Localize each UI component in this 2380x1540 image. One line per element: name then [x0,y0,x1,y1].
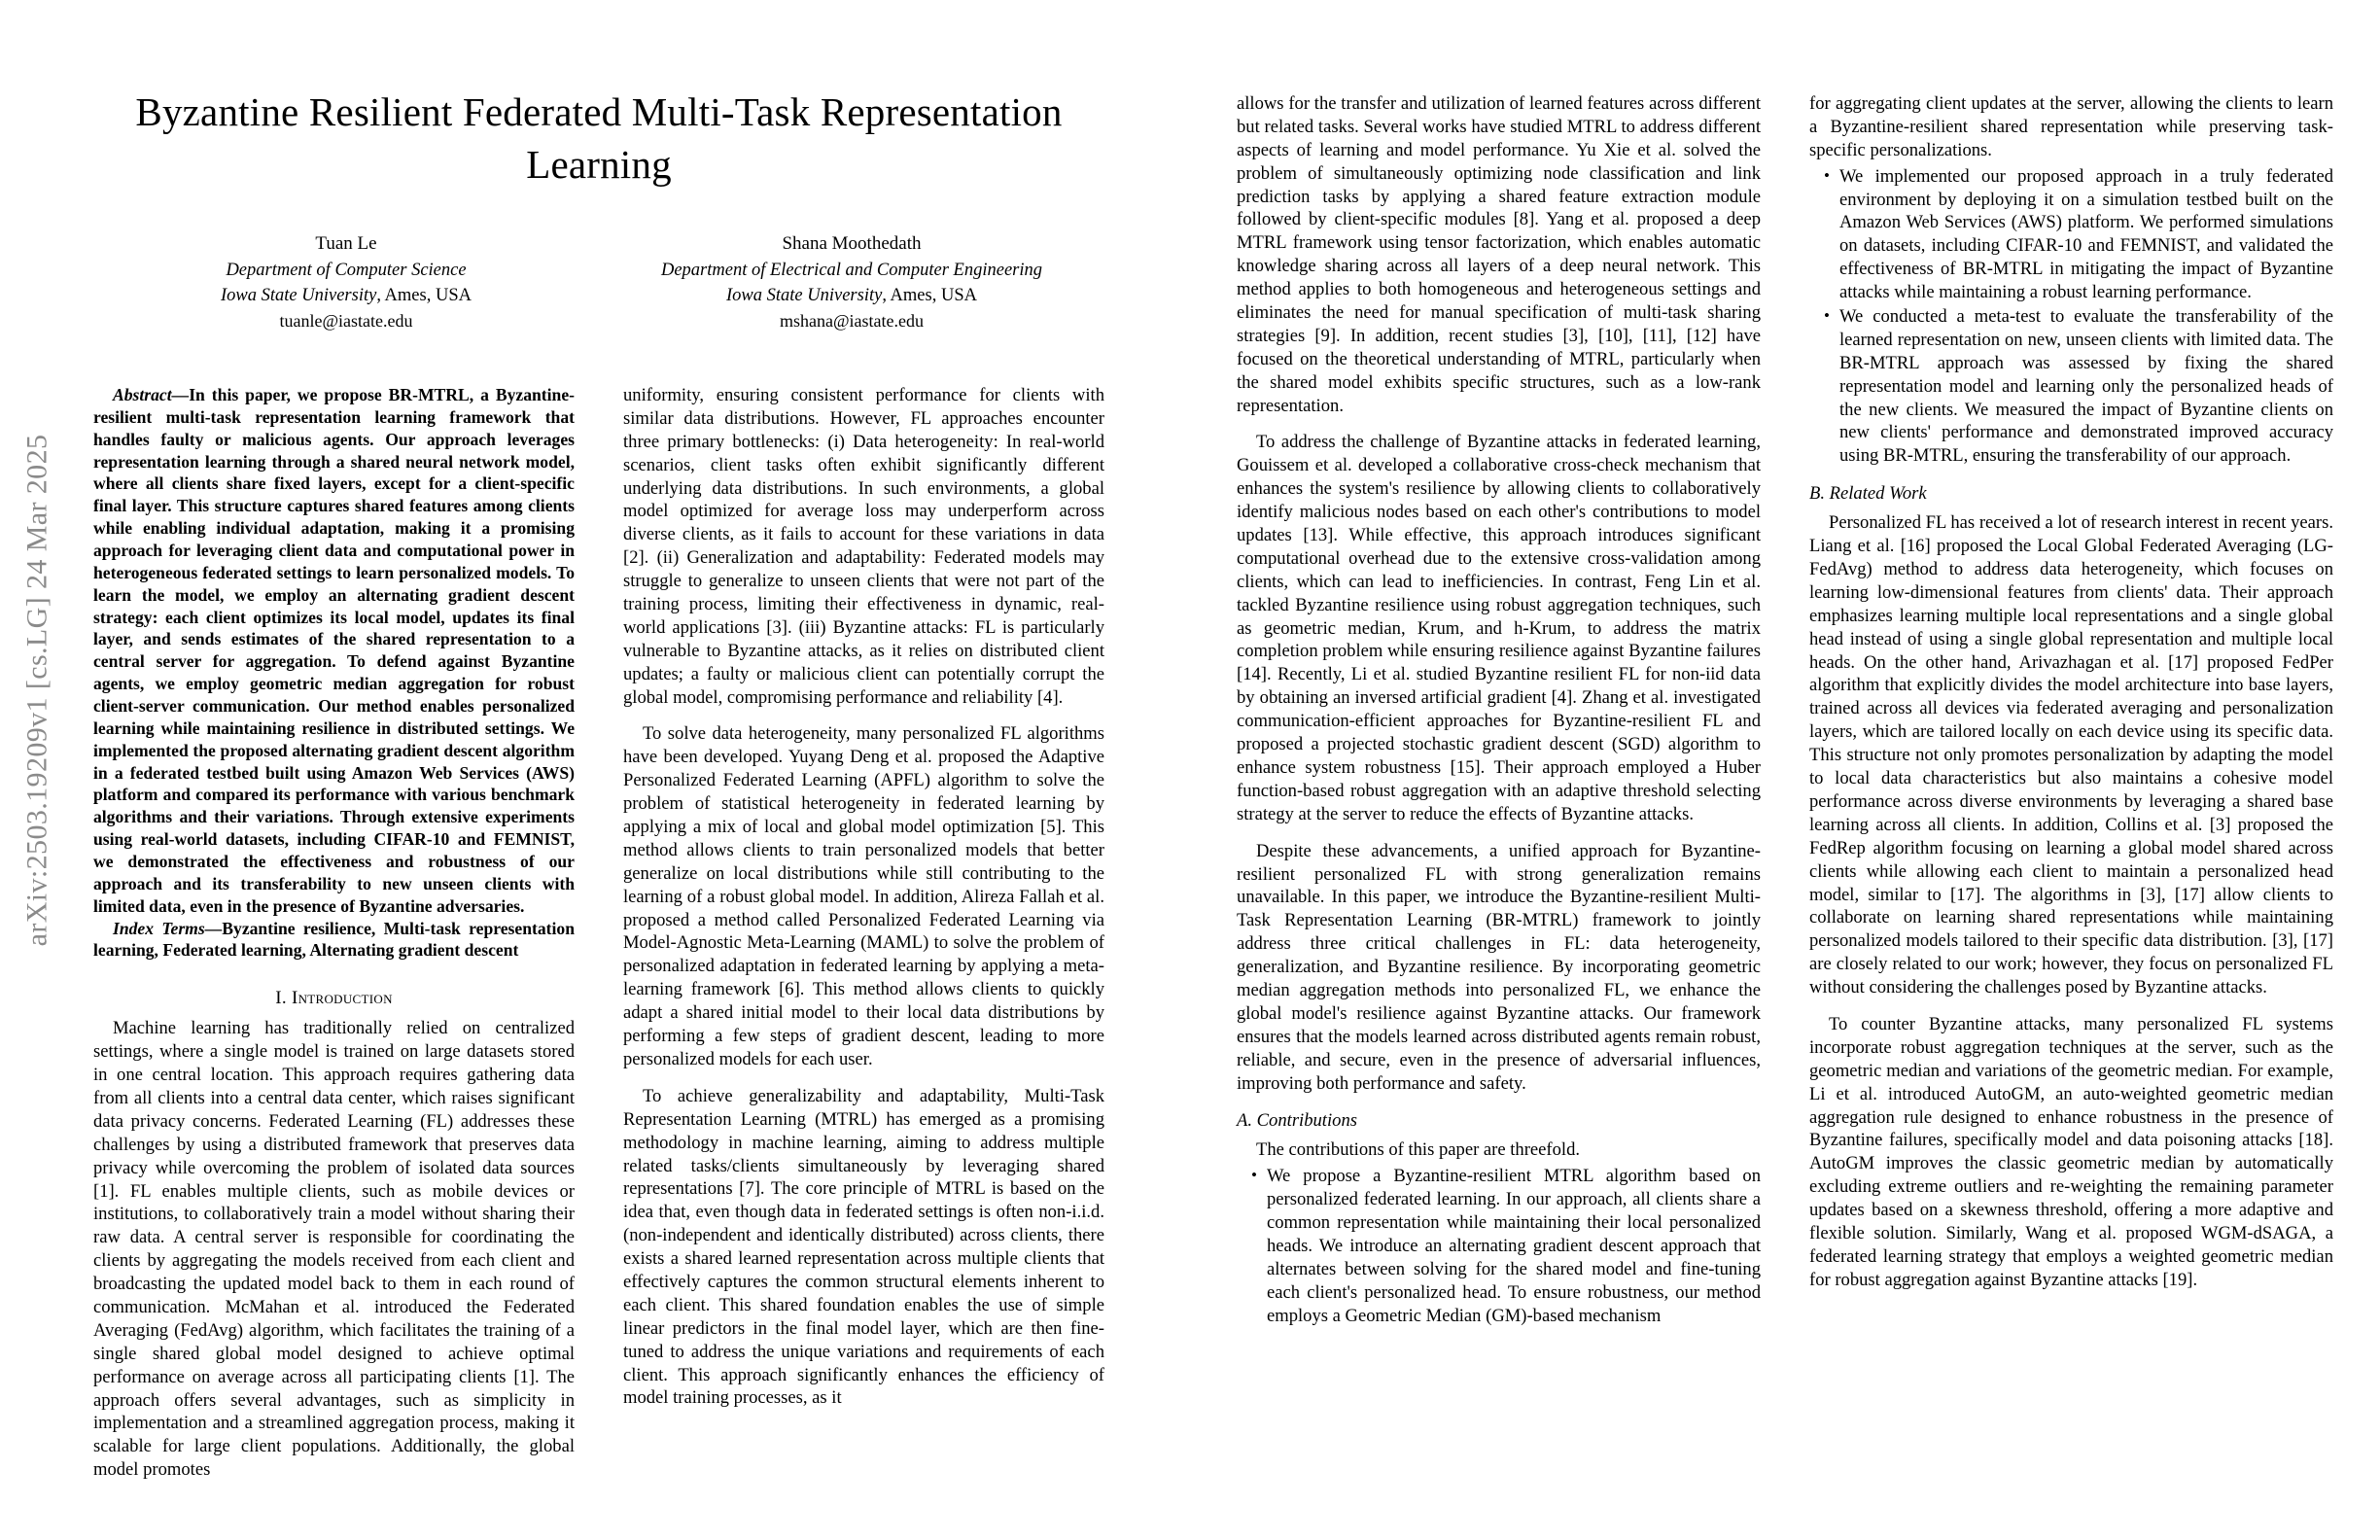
author-university: Iowa State University [726,286,883,306]
page-title: Byzantine Resilient Federated Multi-Task Representation Learning [135,89,1063,188]
title-block [93,86,1104,191]
index-terms-label: Index Terms— [113,918,223,938]
column-4 [1809,92,2333,1410]
section-heading-introduction: I. Introduction [275,988,393,1009]
author-name: Tuan Le [315,233,377,254]
page-1-columns [93,384,1104,1481]
author-location: , Ames, USA [376,286,472,306]
page-2 [1190,0,2380,1540]
arxiv-stamp [18,233,56,1147]
author-university: Iowa State University [221,286,377,306]
subsection-heading-related-work: B. Related Work [1809,483,1927,505]
column-3 [1237,92,1761,1410]
contributions-intro: The contributions of this paper are threefold. [1256,1139,1581,1161]
author-name: Shana Moothedath [782,233,922,254]
author-location: , Ames, USA [882,286,977,306]
author-email[interactable]: tuanle@iastate.edu [279,310,413,331]
abstract-paragraph [93,384,575,918]
body-paragraph: uniformity, ensuring consistent performance for clients with similar data distributions. However, FL approaches encounter three primary bottlenecks: (i) Data heterogeneity: In real-world scenarios, client tasks often exhibit significantly different underlying data distributions. In such environments, a global model optimized for average loss may underperform across diverse clients, as it fails to account for these variations in data [2]. (ii) Generalization and adaptability: Federated models may struggle to generalize to unseen clients that were not part of the training process, limiting their effectiveness in dynamic, real-world applications [3]. (iii) Byzantine attacks: FL is particularly vulnerable to Byzantine attacks, as it relies on distributed client updates; a faulty or malicious client can potentially corrupt the global model, compromising performance and reliability [4]. [623,385,1104,708]
body-paragraph: Machine learning has traditionally relied on centralized settings, where a single model is trained on large datasets stored in one central location. This approach requires gathering data from all clients into a central data center, which raises significant data privacy concerns. Federated Learning (FL) addresses these challenges by using a distributed framework that preserves data privacy while overcoming the problem of isolated data sources [1]. FL enables multiple clients, such as mobile devices or institutions, to collaboratively train a model without sharing their raw data. A central server is responsible for coordinating the clients by aggregating the models received from each client and broadcasting the updated model back to them in each round of communication. McMahan et al. introduced the Federated Averaging (FedAvg) algorithm, which facilitates the training of a single shared global model designed to achieve optimal performance on average across all participating clients [1]. The approach offers several advantages, such as simplicity in implementation and a streamlined aggregation process, making it scalable for large client populations. Additionally, the global model promotes [93,1018,575,1481]
contributions-list-rest [1809,165,2333,469]
arxiv-stamp-text: arXiv:2503.19209v1 [cs.LG] 24 Mar 2025 [20,434,53,947]
body-paragraph: Despite these advancements, a unified approach for Byzantine-resilient personalized FL with strong generalization remains unavailable. In this paper, we introduce the Byzantine-resilient Multi-Task Representation Learning (BR-MTRL) framework to jointly address three critical challenges in FL: data heterogeneity, generalization, and Byzantine resilience. By incorporating geometric median aggregation methods into personalized FL, we enhance the global model's resilience against Byzantine attacks. Our framework ensures that the models learned across distributed agents remain robust, reliable, and secure, even in the presence of adversarial influences, improving both performance and safety. [1237,840,1761,1094]
list-item: • We conducted a meta-test to evaluate the transferability of the learned representation on new, unseen clients with limited data. The BR-MTRL approach was assessed by fixing the shared representation model and learning only the personalized heads of the new clients. We measured the impact of Byzantine clients on new clients' performance and demonstrated improved accuracy using BR-MTRL, ensuring the transferability of our approach. [1839,305,2333,468]
body-paragraph: To address the challenge of Byzantine attacks in federated learning, Gouissem et al. developed a collaborative cross-check mechanism that enhances the system's resilience by allowing clients to collaboratively identify malicious nodes based on each other's contributions to model updates [13]. While effective, this approach introduces significant computational overhead due to the extensive cross-validation among clients, which can lead to inefficiencies. In contrast, Feng Lin et al. tackled Byzantine resilience using robust aggregation techniques, such as geometric median, Krum, and h-Krum, to address the matrix completion problem while ensuring resilience against Byzantine failures [14]. Recently, Li et al. studied Byzantine resilient FL for non-iid data by obtaining an inversed artificial gradient [4]. Zhang et al. investigated communication-efficient approaches for Byzantine-resilient FL and proposed a projected stochastic gradient descent (SGD) algorithm to enhance system robustness [15]. Their approach employed a Huber function-based robust aggregation with an adaptive threshold selecting strategy at the server to reduce the effects of Byzantine attacks. [1237,432,1761,824]
body-paragraph: To solve data heterogeneity, many personalized FL algorithms have been developed. Yuyang Deng et al. proposed the Adaptive Personalized Federated Learning (APFL) algorithm to solve the problem of statistical heterogeneity in federated learning by applying a mix of local and global model optimization [5]. This method allows clients to train personalized models that better generalize on local distributions while still contributing to the learning of a robust global model. In addition, Alireza Fallah et al. proposed a method called Personalized Federated Learning via Model-Agnostic Meta-Learning (MAML) to solve the problem of personalized adaptation in federated learning by applying a meta-learning framework [6]. This method allows clients to quickly adapt a shared initial model to their local data distributions by performing a few steps of gradient descent, leading to more personalized models for each user. [623,723,1104,1069]
author-block-1 [93,231,599,333]
author-department: Department of Computer Science [226,260,467,280]
author-email[interactable]: mshana@iastate.edu [779,310,925,331]
column-2 [623,384,1104,1463]
body-paragraph: allows for the transfer and utilization of learned features across different but related tasks. Several works have studied MTRL to address different aspects of learning and model performance. Yu Xie et al. solved the problem of simultaneously optimizing node classification and link prediction tasks by applying a shared feature extraction module followed by client-specific modules [8]. Yang et al. proposed a deep MTRL framework using tensor factorization, which enables automatic knowledge sharing across all layers of a deep neural network. This method applies to both homogeneous and heterogeneous settings and eliminates the need for manual specification of multi-task sharing strategies [9]. In addition, recent studies [3], [10], [11], [12] have focused on the theoretical understanding of MTRL, particularly when the shared model exhibits specific structures, such as a low-rank representation. [1237,93,1761,416]
subsection-heading-contributions: A. Contributions [1237,1110,1357,1132]
column-1 [93,384,575,1481]
bullet-continuation-text: for aggregating client updates at the server, allowing the clients to learn a Byzantine-resilient shared representation while preserving task-specific personalizations. [1809,93,2333,160]
index-terms-text: Byzantine resilience, Multi-task representation learning, Federated learning, Alternating gradient descent [93,918,575,961]
author-block-2 [599,231,1104,333]
author-list [93,231,1104,333]
contributions-list [1237,1165,1761,1327]
author-department: Department of Electrical and Computer Engineering [660,260,1043,280]
body-paragraph: To achieve generalizability and adaptability, Multi-Task Representation Learning (MTRL) has emerged as a promising methodology in machine learning, aiming to address multiple related tasks/clients simultaneously by leveraging shared representations [7]. The core principle of MTRL is based on the idea that, even though data in federated settings is often non-i.i.d. (non-independent and identically distributed) across clients, there exists a shared learned representation across multiple clients that effectively captures the common structural elements inherent to each client. This shared foundation enables the use of simple linear predictors in the final model layer, which are then fine-tuned to address the unique variations and requirements of each client. This approach significantly enhances the efficiency of model training processes, as it [623,1085,1104,1409]
page-2-columns [1237,92,2333,1410]
list-item: • We implemented our proposed approach in a truly federated environment by deploying it on a simulation testbed built on the Amazon Web Services (AWS) platform. We performed simulations on datasets, including CIFAR-10 and FEMNIST, and validated the effectiveness of BR-MTRL in mitigating the impact of Byzantine attacks while maintaining a robust learning performance. [1839,165,2333,304]
author-affiliation [93,283,599,308]
abstract-text: In this paper, we propose BR-MTRL, a Byzantine-resilient multi-task representation learning framework that handles faulty or malicious agents. Our approach leverages representation learning through a shared neural network model, where all clients share fixed layers, except for a client-specific final layer. This structure captures shared features among clients while enabling individual adaptation, making it a promising approach for leveraging client data and computational power in heterogeneous federated settings to learn personalized models. To learn the model, we employ an alternating gradient descent strategy: each client optimizes its local model, updates its final layer, and sends estimates of the shared representation to a central server for aggregation. To defend against Byzantine agents, we employ geometric median aggregation for robust client-server communication. Our method enables personalized learning while maintaining resilience in distributed settings. We implemented the proposed alternating gradient descent algorithm in a federated testbed built using Amazon Web Services (AWS) platform and compared its performance with various benchmark algorithms and their variations. Through extensive experiments using real-world datasets, including CIFAR-10 and FEMNIST, we demonstrated the effectiveness and robustness of our approach and its transferability to new unseen clients with limited data, even in the presence of Byzantine adversaries. [93,385,575,916]
author-affiliation [599,283,1104,308]
body-paragraph: Personalized FL has received a lot of research interest in recent years. Liang et al. [16] proposed the Local Global Federated Averaging (LG-FedAvg) method to address data heterogeneity, which focuses on learning low-dimensional features from clients' data. Their approach emphasizes learning multiple local representations and a single global head instead of using a single global representation and multiple local heads. On the other hand, Arivazhagan et al. [17] proposed FedPer algorithm that explicitly divides the model architecture into base layers, trained across all devices via federated averaging and personalization layers, which are tailored locally on each device using its specific data. This structure not only promotes personalization by adapting the model to local data characteristics but also maintains a cohesive model performance across diverse environments by leveraging a shared base learning across all clients. In addition, Collins et al. [3] proposed the FedRep algorithm focusing on learning a global model shared across clients while allowing each client to maintain a personalized head model, similar to [17]. The algorithms in [3], [17] allow clients to collaborate on learning shared representations while maintaining personalized models tailored to their specific data distribution. [3], [17] are closely related to our work; however, they focus on personalized FL without considering the challenges posed by Byzantine attacks. [1809,512,2333,998]
index-terms-paragraph [93,918,575,962]
list-item: • We propose a Byzantine-resilient MTRL algorithm based on personalized federated learning. In our approach, all clients share a common representation while maintaining their local personalized heads. We introduce an alternating gradient descent approach that alternates between solving for the shared model and fine-tuning each client's personalized head. To ensure robustness, our method employs a Geometric Median (GM)-based mechanism [1267,1165,1761,1327]
body-paragraph: To counter Byzantine attacks, many personalized FL systems incorporate robust aggregation techniques at the server, such as the geometric median and variations of the geometric median. For example, Li et al. introduced AutoGM, an auto-weighted geometric median aggregation rule designed to enhance robustness in the presence of Byzantine failures, specifically model and data poisoning attacks [18]. AutoGM improves the classic geometric median by automatically excluding extreme outliers and re-weighting the remaining parameter updates based on a skewness threshold, offering a more adaptive and flexible solution. Similarly, Wang et al. proposed WGM-dSAGA, a federated learning strategy that employs a weighted geometric median for robust aggregation against Byzantine attacks [19]. [1809,1013,2333,1290]
abstract-label: Abstract— [113,385,190,404]
